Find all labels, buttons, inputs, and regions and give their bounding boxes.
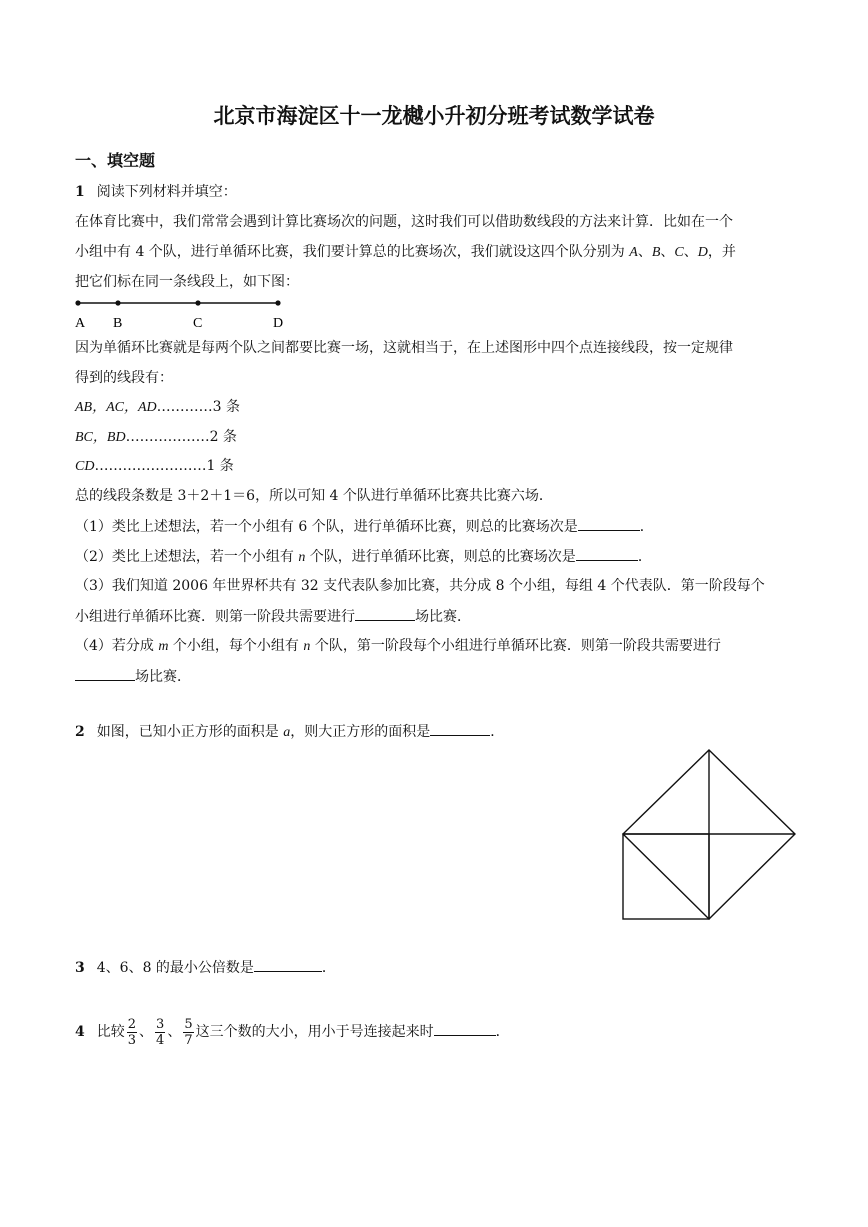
separator: 、 bbox=[167, 1024, 182, 1040]
q1-sub2 bbox=[75, 546, 652, 568]
segment-row-2 bbox=[75, 427, 237, 448]
answer-blank bbox=[355, 606, 415, 621]
q1-sub1-text: （1）类比上述想法，若一个小组有 6 个队，进行单循环比赛，则总的比赛场次是 bbox=[75, 519, 578, 535]
separator: 、 bbox=[660, 244, 675, 260]
q4-text-b: 这三个数的大小，用小于号连接起来时 bbox=[195, 1024, 434, 1040]
point-a-dot bbox=[75, 300, 80, 305]
q1-sub4-text-c: 个队，第一阶段每个小组进行单循环比赛．则第一阶段共需要进行 bbox=[310, 638, 721, 654]
q4-text: 比较 bbox=[96, 1024, 125, 1040]
numerator: 2 bbox=[127, 1016, 137, 1032]
page-title: 北京市海淀区十一龙樾小升初分班考试数学试卷 bbox=[213, 103, 655, 128]
denominator: 7 bbox=[184, 1032, 193, 1048]
q1-sub4-text-b: 个小组，每个小组有 bbox=[168, 638, 304, 654]
var-a: a bbox=[283, 725, 291, 740]
section-heading: 一、填空题 bbox=[75, 151, 156, 170]
q2-text-b: ，则大正方形的面积是 bbox=[290, 724, 431, 740]
q1-prompt-text: 阅读下列材料并填空： bbox=[96, 184, 237, 200]
q1-sub1 bbox=[75, 516, 654, 537]
q1-total: 总的线段条数是 3＋2＋1＝6，所以可知 4 个队进行单循环比赛共比赛六场． bbox=[75, 488, 553, 504]
team-a: A bbox=[629, 245, 638, 260]
q1-sub2-text-b: 个队，进行单循环比赛，则总的比赛场次是 bbox=[305, 549, 576, 565]
segment-diagram bbox=[75, 296, 295, 332]
segment-row-1-count: 3 条 bbox=[212, 399, 241, 415]
point-c-label: C bbox=[193, 316, 203, 331]
q4-number: 4 bbox=[75, 1024, 85, 1040]
answer-blank bbox=[576, 546, 638, 561]
segment-row-1-segments: AB，AC，AD bbox=[75, 400, 157, 415]
q1-prompt bbox=[75, 182, 237, 202]
q1-sub2-end: ． bbox=[637, 549, 652, 565]
q1-para1-line3: 把它们标在同一条线段上，如下图： bbox=[75, 274, 299, 290]
q2-end: ． bbox=[490, 724, 505, 740]
q1-sub3-text: 小组进行单循环比赛．则第一阶段共需要进行 bbox=[75, 609, 355, 625]
answer-blank bbox=[254, 957, 322, 972]
q1-sub1-end: ． bbox=[639, 519, 654, 535]
team-c: C bbox=[674, 245, 684, 260]
separator: 、 bbox=[637, 244, 652, 260]
point-b-label: B bbox=[113, 316, 123, 331]
team-b: B bbox=[651, 245, 661, 260]
q1-para1-line2 bbox=[75, 242, 736, 263]
answer-blank bbox=[578, 516, 640, 531]
var-n: n bbox=[298, 550, 306, 565]
q1-sub4-text: （4）若分成 bbox=[75, 638, 159, 654]
point-c-dot bbox=[195, 300, 200, 305]
fraction bbox=[155, 1017, 165, 1048]
point-d-label: D bbox=[273, 316, 284, 331]
leader-dots: ……………… bbox=[125, 429, 210, 445]
q3-end: ． bbox=[321, 960, 336, 976]
segment-row-2-count: 2 条 bbox=[209, 429, 237, 445]
denominator: 3 bbox=[127, 1032, 137, 1048]
q2 bbox=[75, 721, 504, 743]
answer-blank bbox=[75, 666, 135, 681]
q1-sub3-line2 bbox=[75, 606, 471, 627]
q2-number: 2 bbox=[75, 724, 85, 740]
point-a-label: A bbox=[75, 316, 86, 331]
q3-text: 4、6、8 的最小公倍数是 bbox=[96, 960, 254, 976]
leader-dots: …………………… bbox=[94, 458, 207, 474]
q1-sub2-text: （2）类比上述想法，若一个小组有 bbox=[75, 549, 299, 565]
segment-row-2-segments: BC，BD bbox=[75, 430, 126, 445]
leader-dots: ………… bbox=[156, 399, 213, 415]
team-d: D bbox=[697, 245, 708, 260]
segment-row-3-segments: CD bbox=[75, 459, 95, 474]
q1-sub4-line2 bbox=[75, 666, 191, 687]
fraction bbox=[127, 1017, 137, 1048]
q1-para2-line1: 因为单循环比赛就是每两个队之间都要比赛一场，这就相当于，在上述图形中四个点连接线段，按一定规律 bbox=[75, 340, 733, 356]
numerator: 5 bbox=[184, 1016, 193, 1032]
q3 bbox=[75, 957, 336, 978]
q2-text: 如图，已知小正方形的面积是 bbox=[96, 724, 284, 740]
q4-end: ． bbox=[495, 1024, 510, 1040]
q1-para1-line2-text: 小组中有 4 个队，进行单循环比赛，我们要计算总的比赛场次，我们就设这四个队分别为 bbox=[75, 244, 630, 260]
point-b-dot bbox=[115, 300, 120, 305]
numerator: 3 bbox=[156, 1016, 165, 1032]
answer-blank bbox=[430, 721, 490, 736]
q1-para2-line2: 得到的线段有： bbox=[75, 370, 173, 386]
segment-row-1 bbox=[75, 397, 240, 418]
separator: 、 bbox=[139, 1024, 154, 1040]
segment-row-3 bbox=[75, 456, 234, 477]
var-m: m bbox=[158, 639, 169, 654]
q1-sub4-end: 场比赛． bbox=[135, 669, 191, 685]
q1-para1-line2-end: ，并 bbox=[707, 244, 736, 260]
q1-sub3-end: 场比赛． bbox=[415, 609, 471, 625]
var-n: n bbox=[303, 639, 311, 654]
fraction bbox=[183, 1017, 193, 1048]
segment-row-3-count: 1 条 bbox=[206, 458, 234, 474]
q1-number: 1 bbox=[75, 184, 85, 200]
q1-sub3-line1: （3）我们知道 2006 年世界杯共有 32 支代表队参加比赛，共分成 8 个小组，每组 4 个代表队．第一阶段每个 bbox=[75, 578, 765, 594]
separator: 、 bbox=[683, 244, 698, 260]
q1-para1-line1: 在体育比赛中，我们常常会遇到计算比赛场次的问题，这时我们可以借助数线段的方法来计算．比如在一个 bbox=[75, 214, 733, 230]
q4 bbox=[75, 1015, 510, 1049]
answer-blank bbox=[434, 1021, 496, 1036]
q3-number: 3 bbox=[75, 960, 85, 976]
denominator: 4 bbox=[156, 1032, 165, 1048]
q1-sub4-line1 bbox=[75, 636, 721, 657]
point-d-dot bbox=[275, 300, 280, 305]
square-figure bbox=[620, 747, 800, 925]
